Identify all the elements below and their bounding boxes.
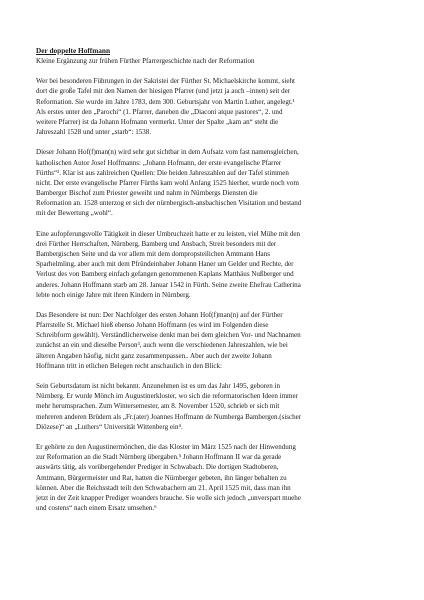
text-line: mit der Bewertung „wohl“. bbox=[36, 209, 113, 218]
document-subtitle: Kleine Ergänzung zur frühen Fürther Pfarrergeschichte nach der Reformation bbox=[36, 57, 255, 66]
text-line: Eine aufopferungsvolle Tätigkeit in dieser Umbruchzeit hatte er zu leisten, viel Mühe mit den bbox=[36, 229, 301, 238]
body-paragraph bbox=[36, 310, 380, 371]
text-line: älteren Angaben häufig, nicht ganz zusammenpassen.. Aber auch der zweite Johann bbox=[36, 351, 272, 360]
text-line: Reformation an. 1528 unterzog er sich der nürnbergisch-ansbachischen Visitation und bestand bbox=[36, 199, 302, 208]
text-line: Nürnberg. Er wurde Mönch im Augustinerkloster, wo sich die reformatorischen Ideen immer bbox=[36, 392, 299, 401]
text-line: zunächst an ein und dieselbe Person³, auch wenn die verschiedenen Jahreszahlen, wie bei bbox=[36, 341, 288, 350]
text-line: Er gehörte zu den Augustinermönchen, die das Kloster im März 1525 nach der Hinwendung bbox=[36, 443, 296, 452]
text-line: lebte noch einige Jahre mit ihren Kindern in Nürnberg. bbox=[36, 290, 191, 299]
text-line: mehreren anderen Brüdern als „Fr.(ater) Joannes Hoffmann de Numberga Bambergen.(sischer bbox=[36, 412, 302, 421]
text-line: Amtmann, Bürgermeister und Rat, hatten die Nürnberger gebeten, ihn länger behalten zu bbox=[36, 473, 287, 482]
text-line: Jahreszahl 1528 und unter „starb“: 1538. bbox=[36, 128, 152, 137]
text-line: weitere Pfarrer) ist da Johann Hofmann vermerkt. Unter der Spalte „kam an“ steht die bbox=[36, 117, 279, 126]
text-line: können. Aber die Reichsstadt teilt den Schwabachern am 21. April 1525 mit, dass man ihn bbox=[36, 483, 291, 492]
text-line: Wer bei besonderen Führungen in der Sakristei der Fürther St. Michaelskirche kommt, sieht bbox=[36, 77, 295, 86]
text-line: auswärts tätig, als vorübergehender Prediger in Schwabach. Die dortigen Stadtoberen, bbox=[36, 463, 279, 472]
text-line: Bamberger Bischof zum Priester geweiht und nahm in Nürnbergs Diensten die bbox=[36, 189, 258, 198]
body-paragraph bbox=[36, 442, 380, 513]
text-line: Sein Geburtsdatum ist nicht bekannt. Anzunehmen ist es um das Jahr 1495, geboren in bbox=[36, 382, 281, 391]
text-line: Reformation. Sie wurde im Jahre 1783, dem 300. Geburtsjahr von Martin Luther, angelegt.¹ bbox=[36, 97, 295, 106]
body-paragraph bbox=[36, 76, 380, 137]
text-line: Fürths“². Klar ist aus zahlreichen Quellen: Die beiden Jahreszahlen auf der Tafel stimmen bbox=[36, 168, 289, 177]
text-line: dort die große Tafel mit den Namen der hiesigen Pfarrer (und jetzt ja auch –innen) seit der bbox=[36, 87, 291, 96]
text-line: nicht. Der erste evangelische Pfarrer Fürths kam wohl Anfang 1525 hierher, wurde noch vom bbox=[36, 178, 299, 187]
text-line: katholischen Autor Josef Hoffmanns: „Johann Hofmann, der erste evangelische Pfarrer bbox=[36, 158, 282, 167]
text-line: Sparhelmling, aber auch mit dem Pfründeinhaber Johann Haner um Gelder und Rechte, der bbox=[36, 260, 294, 269]
text-line: mehr herumsprachen. Zum Wintersemester, am 8. November 1520, schrieb er sich mit bbox=[36, 402, 280, 411]
text-line: zur Reformation an die Stadt Nürnberg übergaben.⁵ Johann Hoffmann II war da gerade bbox=[36, 453, 282, 462]
text-line: drei Fürther Herrschaften, Nürnberg, Bamberg und Ansbach, Streit besonders mit der bbox=[36, 239, 277, 248]
text-line: Schreibform gewählt). Verständlicherweise denkt man bei dem gleichen Vor- und Nachnamen bbox=[36, 331, 301, 340]
text-line: Pfarrstelle St. Michael hieß ebenso Johann Hoffmann (es wird im Folgenden diese bbox=[36, 321, 269, 330]
body-paragraph bbox=[36, 147, 380, 218]
text-line: Verlust des von Bamberg einfach gefangen genommenen Kaplans Matthäus Nußberger und bbox=[36, 270, 294, 279]
text-line: Dieser Johann Hof(f)man(n) wird sehr gut sichtbar in dem Aufsatz vom fast namensgleichen, bbox=[36, 148, 299, 157]
text-line: Diözese)“ an „Luthers“ Universität Wittenberg ein⁴. bbox=[36, 422, 183, 431]
text-line: jetzt in der Zeit knapper Prediger woanders brauche. Sie wolle sich jedoch „unverspart muehe bbox=[36, 493, 301, 502]
body-paragraph bbox=[36, 381, 380, 432]
text-line: Hoffmann tritt in etlichen Belegen recht anschaulich in den Blick: bbox=[36, 361, 222, 370]
text-line: anderes. Johann Hoffmann starb am 28. Januar 1542 in Fürth. Seine zweite Ehefrau Catherina bbox=[36, 280, 301, 289]
text-line: und costens“ nach einem Ersatz umsehen.⁶ bbox=[36, 504, 157, 513]
text-line: Als erstes unter den „Parochi“ (1. Pfarrer, daneben die „Diaconi atque pastores“, 2. und bbox=[36, 107, 283, 116]
text-line: Das Besondere ist nun: Der Nachfolger des ersten Johann Hof(f)man(n) auf der Fürther bbox=[36, 311, 283, 319]
document-title: Der doppelte Hoffmann bbox=[36, 46, 111, 55]
document-body bbox=[36, 76, 380, 513]
body-paragraph bbox=[36, 229, 380, 300]
text-line: Bambergischen Seite und da vor allem mit dem dompropsteilichen Amtmann Hans bbox=[36, 250, 270, 259]
